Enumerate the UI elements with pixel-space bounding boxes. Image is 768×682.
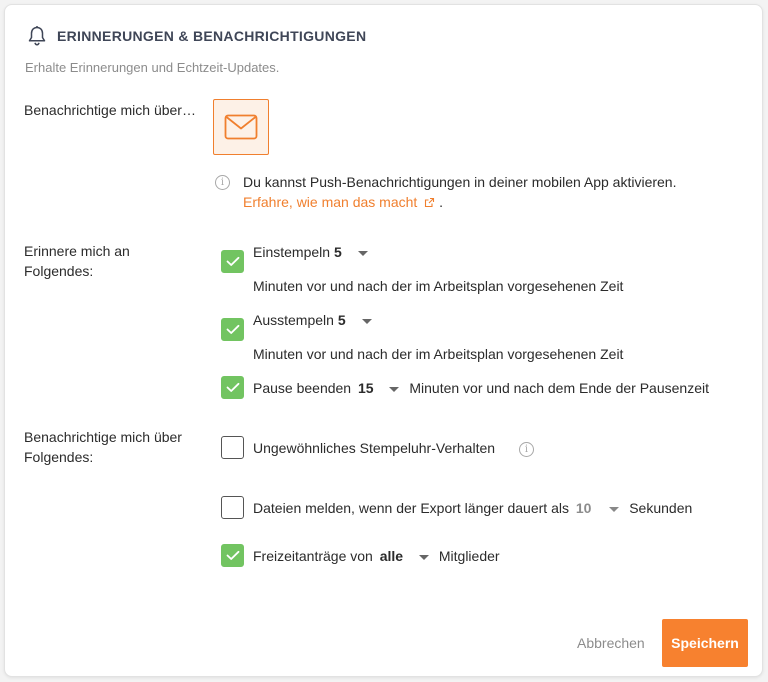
push-info-link-row (243, 194, 443, 210)
external-link-icon (424, 197, 435, 208)
time-off-label: Freizeitanträge von (253, 548, 373, 564)
clock-in-value[interactable]: 5 (333, 244, 342, 260)
email-channel-toggle[interactable] (213, 99, 269, 155)
info-icon: i (215, 175, 230, 190)
remind-label-line1: Erinnere mich an (24, 243, 130, 259)
break-end-row (253, 380, 709, 396)
export-dropdown-caret[interactable] (609, 507, 619, 512)
clock-in-label: Einstempeln (253, 244, 331, 260)
clock-out-checkbox[interactable] (221, 318, 244, 341)
cancel-button[interactable]: Abbrechen (577, 635, 645, 651)
unusual-behavior-row (253, 440, 495, 456)
export-suffix: Sekunden (629, 500, 693, 516)
time-off-row (253, 548, 500, 564)
check-icon (226, 550, 240, 561)
unusual-behavior-label: Ungewöhnliches Stempeluhr-Verhalten (253, 440, 496, 456)
envelope-icon (224, 114, 258, 140)
learn-how-link[interactable]: Erfahre, wie man das macht (243, 194, 418, 210)
page-subtitle: Erhalte Erinnerungen und Echtzeit-Updates. (25, 60, 280, 75)
check-icon (226, 256, 240, 267)
page-title: ERINNERUNGEN & BENACHRICHTIGUNGEN (57, 28, 367, 44)
break-end-label: Pause beenden (253, 380, 352, 396)
save-button[interactable]: Speichern (662, 619, 748, 667)
clock-in-description: Minuten vor und nach der im Arbeitsplan vorgesehenen Zeit (253, 278, 624, 294)
clock-in-row (253, 244, 368, 260)
link-period: . (439, 194, 443, 210)
export-row (253, 500, 692, 516)
break-end-dropdown-caret[interactable] (389, 387, 399, 392)
export-checkbox[interactable] (221, 496, 244, 519)
check-icon (226, 382, 240, 393)
time-off-suffix: Mitglieder (438, 548, 500, 564)
unusual-info-icon[interactable]: i (519, 442, 534, 457)
clock-out-value[interactable]: 5 (337, 312, 346, 328)
break-end-checkbox[interactable] (221, 376, 244, 399)
remind-label-line2: Folgendes: (24, 263, 94, 279)
notify-about-label-line2: Folgendes: (24, 449, 94, 465)
export-seconds-value[interactable]: 10 (575, 500, 592, 516)
clock-out-label: Ausstempeln (253, 312, 334, 328)
time-off-value[interactable]: alle (379, 548, 404, 564)
clock-out-dropdown-caret[interactable] (362, 319, 372, 324)
export-label: Dateien melden, wenn der Export länger dauert als (253, 500, 569, 516)
notifications-card (4, 4, 763, 677)
bell-icon (27, 25, 47, 47)
push-info-text: Du kannst Push-Benachrichtigungen in deiner mobilen App aktivieren. (243, 174, 677, 190)
notify-via-label: Benachrichtige mich über… (24, 102, 196, 118)
time-off-checkbox[interactable] (221, 544, 244, 567)
clock-in-dropdown-caret[interactable] (358, 251, 368, 256)
clock-out-row (253, 312, 372, 328)
clock-in-checkbox[interactable] (221, 250, 244, 273)
time-off-dropdown-caret[interactable] (419, 555, 429, 560)
break-end-description: Minuten vor und nach dem Ende der Pausenzeit (409, 380, 709, 396)
clock-out-description: Minuten vor und nach der im Arbeitsplan vorgesehenen Zeit (253, 346, 624, 362)
notify-about-label-line1: Benachrichtige mich über (24, 429, 182, 445)
remind-label (24, 241, 130, 281)
break-end-value[interactable]: 15 (357, 380, 374, 396)
check-icon (226, 324, 240, 335)
unusual-behavior-checkbox[interactable] (221, 436, 244, 459)
notify-about-label (24, 427, 182, 467)
